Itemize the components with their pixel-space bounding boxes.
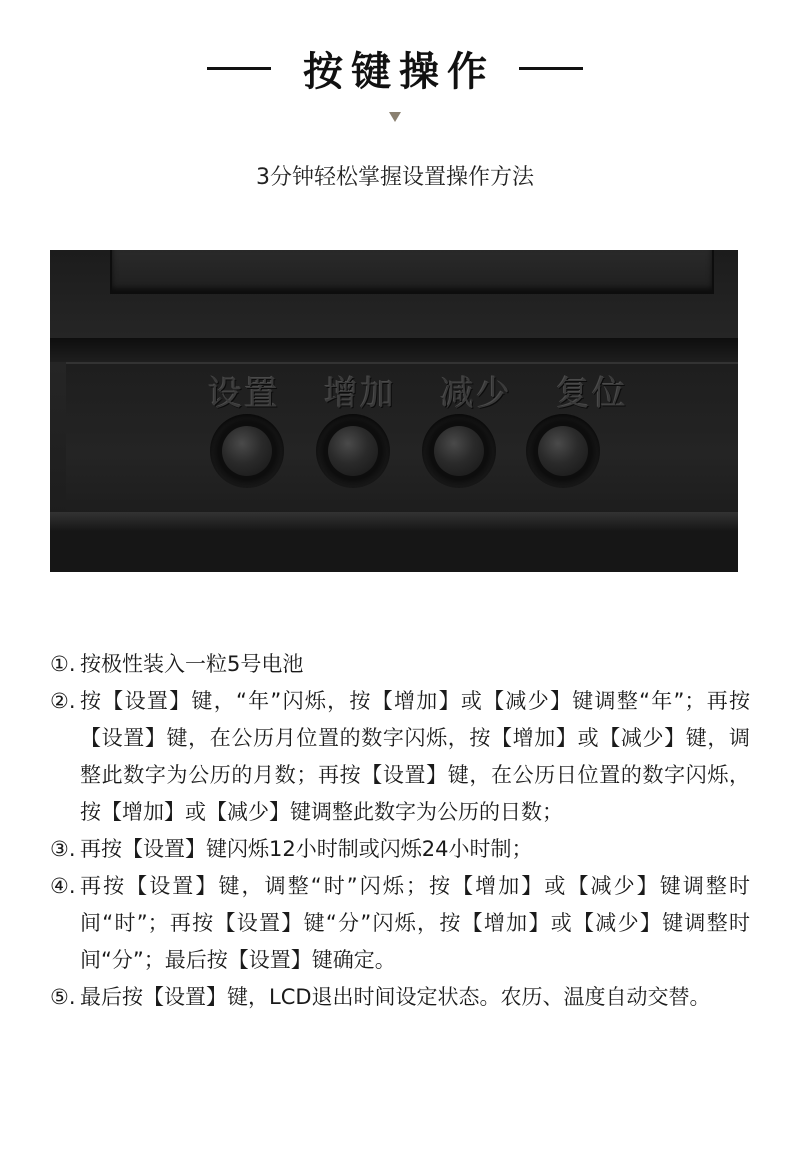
battery-slot	[110, 250, 714, 294]
step-number: ⑤.	[50, 985, 76, 1009]
list-item	[50, 646, 750, 683]
list-item	[50, 979, 750, 1016]
page-title: 按键操作	[303, 48, 495, 95]
device-decrease-button	[422, 414, 496, 488]
list-item	[50, 683, 750, 831]
title-right-rule	[519, 67, 583, 70]
label-increase: 增加	[324, 374, 396, 414]
device-buttons-photo	[50, 250, 738, 572]
step-text: 按【设置】键，“年”闪烁，按【增加】或【减少】键调整“年”；再按【设置】键，在公历月位置的数字闪烁，按【增加】或【减少】键，调整此数字为公历的月数；再按【设置】键，在公历日位置的数字闪烁，按【增加】或【减少】键调整此数字为公历的日数；	[80, 689, 750, 824]
label-set: 设置	[208, 374, 280, 414]
step-number: ①.	[50, 652, 76, 676]
device-increase-button	[316, 414, 390, 488]
label-reset: 复位	[556, 374, 628, 414]
label-decrease: 减少	[440, 374, 512, 414]
step-number: ③.	[50, 837, 76, 861]
device-set-button	[210, 414, 284, 488]
page-subtitle: 3分钟轻松掌握设置操作方法	[256, 165, 534, 190]
button-labels	[208, 366, 628, 415]
step-text: 再按【设置】键，调整“时”闪烁；按【增加】或【减少】键调整时间“时”；再按【设置】键“分”闪烁，按【增加】或【减少】键调整时间“分”；最后按【设置】键确定。	[80, 874, 750, 972]
list-item	[50, 831, 750, 868]
step-number: ②.	[50, 689, 76, 713]
step-number: ④.	[50, 874, 76, 898]
down-arrow-icon	[389, 112, 401, 122]
device-reset-button	[526, 414, 600, 488]
step-text: 最后按【设置】键，LCD退出时间设定状态。农历、温度自动交替。	[80, 985, 711, 1009]
title-left-rule	[207, 67, 271, 70]
step-text: 再按【设置】键闪烁12小时制或闪烁24小时制；	[80, 837, 533, 861]
step-text: 按极性装入一粒5号电池	[80, 652, 304, 676]
list-item	[50, 868, 750, 979]
instruction-list	[50, 646, 750, 1016]
section-header	[0, 38, 790, 98]
